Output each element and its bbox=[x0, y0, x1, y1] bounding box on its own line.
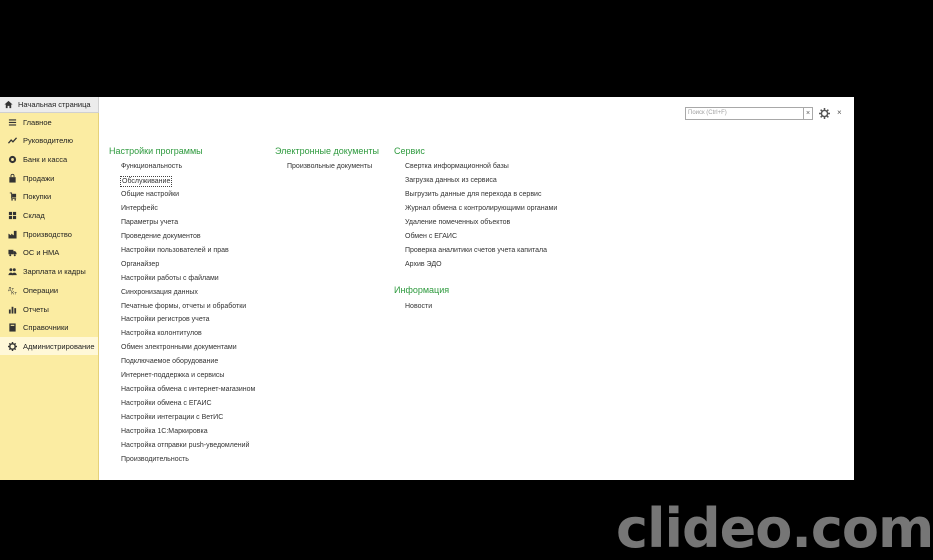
trend-chart-icon bbox=[8, 136, 17, 145]
link-settings-9[interactable]: Синхронизация данных bbox=[121, 288, 198, 296]
link-service-5[interactable]: Обмен с ЕГАИС bbox=[405, 232, 458, 240]
sidebar-item-label: Руководителю bbox=[23, 136, 74, 146]
sidebar-item-assets[interactable] bbox=[0, 244, 98, 262]
link-service-6[interactable]: Проверка аналитики счетов учета капитала bbox=[405, 246, 547, 254]
sidebar-item-purchases[interactable] bbox=[0, 188, 98, 206]
factory-icon bbox=[8, 230, 17, 239]
sidebar-item-label: Администрирование bbox=[23, 341, 95, 351]
link-service-4[interactable]: Удаление помеченных объектов bbox=[405, 218, 511, 226]
sidebar-item-manager[interactable] bbox=[0, 132, 98, 150]
sidebar-item-label: Главное bbox=[23, 117, 52, 127]
section-title-service: Сервис bbox=[394, 146, 425, 156]
sidebar-item-label: Продажи bbox=[23, 173, 55, 183]
section-title-settings: Настройки программы bbox=[109, 146, 203, 156]
link-settings-17[interactable]: Настройки обмена с ЕГАИС bbox=[121, 400, 212, 408]
section-title-edocs: Электронные документы bbox=[275, 146, 379, 156]
sidebar-item-bank[interactable] bbox=[0, 150, 98, 168]
search-placeholder: Поиск (Ctrl+F) bbox=[688, 110, 727, 116]
link-settings-0[interactable]: Функциональность bbox=[121, 163, 183, 170]
link-service-7[interactable]: Архив ЭДО bbox=[405, 260, 442, 268]
bar-chart-icon bbox=[8, 305, 17, 314]
sidebar bbox=[0, 113, 99, 480]
menu-lines-icon bbox=[8, 118, 17, 127]
shopping-bag-icon bbox=[8, 174, 17, 183]
sidebar-item-label: Отчеты bbox=[23, 304, 49, 314]
sidebar-item-label: Справочники bbox=[23, 323, 69, 333]
home-tab[interactable] bbox=[0, 97, 99, 113]
coin-icon bbox=[8, 155, 17, 164]
sidebar-item-sales[interactable] bbox=[0, 169, 98, 187]
link-settings-21[interactable]: Производительность bbox=[121, 455, 189, 463]
link-service-1[interactable]: Загрузка данных из сервиса bbox=[405, 176, 497, 184]
link-settings-13[interactable]: Обмен электронными документами bbox=[121, 344, 237, 352]
book-icon bbox=[8, 323, 17, 332]
settings-gear-icon[interactable] bbox=[819, 108, 830, 119]
sidebar-item-label: Зарплата и кадры bbox=[23, 267, 86, 277]
svg-text:Кт: Кт bbox=[11, 291, 17, 297]
search-clear-button[interactable]: × bbox=[803, 108, 812, 119]
link-edocs-0[interactable]: Произвольные документы bbox=[287, 163, 373, 170]
sidebar-item-directories[interactable] bbox=[0, 319, 98, 337]
sidebar-item-main[interactable] bbox=[0, 113, 98, 131]
operations-icon bbox=[8, 286, 17, 295]
app-window bbox=[0, 97, 933, 560]
warehouse-grid-icon bbox=[8, 211, 17, 220]
sidebar-item-label: Склад bbox=[23, 211, 45, 220]
link-settings-2[interactable]: Общие настройки bbox=[121, 190, 180, 198]
search-input[interactable] bbox=[685, 107, 813, 120]
home-icon bbox=[4, 100, 13, 109]
link-settings-19[interactable]: Настройка 1С:Маркировка bbox=[121, 428, 208, 436]
link-settings-20[interactable]: Настройка отправки push-уведомлений bbox=[121, 442, 250, 449]
sidebar-item-production[interactable] bbox=[0, 225, 98, 243]
section-title-info: Информация bbox=[394, 285, 450, 295]
link-settings-8[interactable]: Настройки работы с файлами bbox=[121, 274, 219, 282]
link-settings-3[interactable]: Интерфейс bbox=[121, 204, 158, 212]
sidebar-item-administration[interactable] bbox=[0, 337, 98, 355]
link-settings-1[interactable]: Обслуживание bbox=[122, 177, 171, 185]
link-service-2[interactable]: Выгрузить данные для перехода в сервис bbox=[405, 190, 542, 198]
sidebar-item-label: Операции bbox=[23, 285, 59, 295]
sidebar-item-operations[interactable] bbox=[0, 281, 98, 299]
link-settings-7[interactable]: Органайзер bbox=[121, 260, 160, 268]
link-info-0[interactable]: Новости bbox=[405, 303, 433, 310]
close-button[interactable]: × bbox=[837, 108, 842, 117]
link-settings-18[interactable]: Настройки интеграции с ВетИС bbox=[121, 414, 224, 422]
link-service-3[interactable]: Журнал обмена с контролирующими органами bbox=[405, 204, 558, 212]
watermark: clideo.com bbox=[616, 497, 933, 560]
truck-icon bbox=[8, 248, 17, 257]
link-settings-12[interactable]: Настройка колонтитулов bbox=[121, 330, 202, 338]
link-service-0[interactable]: Свертка информационной базы bbox=[405, 163, 509, 170]
link-settings-6[interactable]: Настройки пользователей и прав bbox=[121, 246, 229, 254]
svg-text:Дт: Дт bbox=[8, 287, 15, 293]
shopping-cart-icon bbox=[8, 192, 17, 201]
sidebar-item-reports[interactable] bbox=[0, 300, 98, 318]
sidebar-item-warehouse[interactable] bbox=[0, 207, 98, 225]
link-settings-10[interactable]: Печатные формы, отчеты и обработки bbox=[121, 302, 247, 310]
people-icon bbox=[8, 267, 17, 276]
link-settings-16[interactable]: Настройка обмена с интернет-магазином bbox=[121, 386, 256, 394]
link-settings-11[interactable]: Настройки регистров учета bbox=[121, 316, 210, 324]
sidebar-item-label: Покупки bbox=[23, 192, 52, 202]
link-settings-4[interactable]: Параметры учета bbox=[121, 218, 179, 226]
sidebar-item-label: Производство bbox=[23, 229, 72, 239]
link-settings-15[interactable]: Интернет-поддержка и сервисы bbox=[121, 372, 225, 380]
gear-icon bbox=[8, 342, 17, 351]
sidebar-item-label: Банк и касса bbox=[23, 154, 68, 164]
home-tab-label: Начальная страница bbox=[18, 100, 91, 109]
link-settings-5[interactable]: Проведение документов bbox=[121, 232, 201, 240]
link-settings-14[interactable]: Подключаемое оборудование bbox=[121, 358, 219, 366]
sidebar-item-payroll[interactable] bbox=[0, 263, 98, 281]
sidebar-item-label: ОС и НМА bbox=[23, 248, 60, 258]
